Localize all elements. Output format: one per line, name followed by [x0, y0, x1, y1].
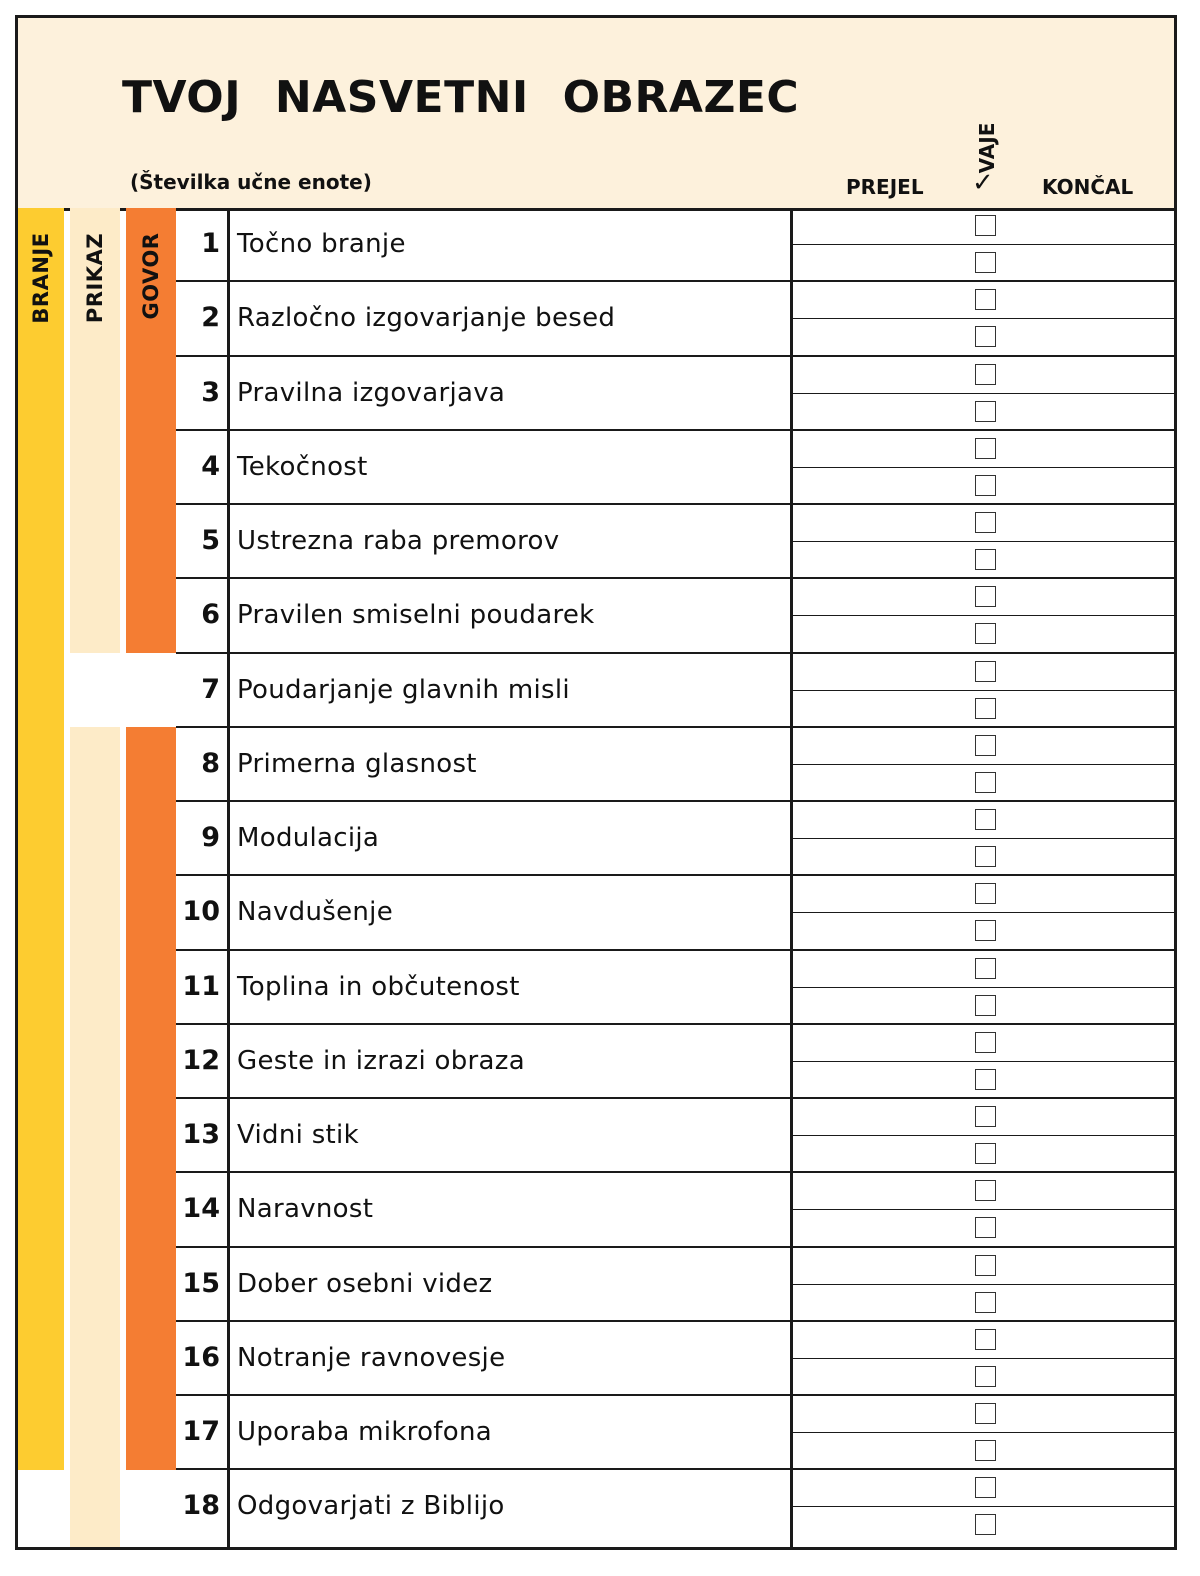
row-label: Tekočnost	[237, 451, 368, 482]
table-row	[176, 654, 1177, 728]
row-midline	[793, 393, 1177, 394]
practice-checkbox[interactable]	[975, 1069, 996, 1090]
row-label: Geste in izrazi obraza	[237, 1045, 525, 1076]
row-number: 17	[182, 1416, 220, 1447]
row-midline	[793, 1061, 1177, 1062]
practice-checkbox[interactable]	[975, 1143, 996, 1164]
row-number: 16	[182, 1341, 220, 1373]
row-label: Pravilen smiselni poudarek	[237, 600, 595, 631]
row-midline	[793, 1432, 1177, 1433]
row-number: 6	[201, 599, 220, 631]
table-row	[176, 1470, 1177, 1544]
practice-checkbox[interactable]	[975, 698, 996, 719]
row-number: 10	[182, 896, 220, 928]
band-branje	[18, 208, 64, 1470]
practice-checkbox[interactable]	[975, 1440, 996, 1461]
practice-checkbox[interactable]	[975, 1106, 996, 1127]
row-midline	[793, 318, 1177, 319]
practice-checkbox[interactable]	[975, 1180, 996, 1201]
column-header-koncal: KONČAL	[1042, 175, 1134, 199]
practice-checkbox[interactable]	[975, 920, 996, 941]
row-label: Razločno izgovarjanje besed	[237, 303, 616, 334]
row-midline	[793, 615, 1177, 616]
number-column-divider	[227, 208, 230, 1550]
row-midline	[793, 1506, 1177, 1507]
row-midline	[793, 764, 1177, 765]
row-midline	[793, 244, 1177, 245]
row-number: 15	[182, 1267, 220, 1299]
table-row	[176, 357, 1177, 431]
row-midline	[793, 1358, 1177, 1359]
table-row	[176, 282, 1177, 356]
row-midline	[793, 1209, 1177, 1210]
row-number: 9	[201, 822, 220, 853]
table-row	[176, 505, 1177, 579]
table-row	[176, 579, 1177, 653]
practice-checkbox[interactable]	[975, 326, 996, 347]
practice-checkbox[interactable]	[975, 512, 996, 533]
practice-checkbox[interactable]	[975, 735, 996, 756]
practice-checkbox[interactable]	[975, 1292, 996, 1313]
row-number: 5	[201, 525, 220, 556]
practice-checkbox[interactable]	[975, 995, 996, 1016]
row-label: Primerna glasnost	[237, 748, 477, 779]
practice-checkbox[interactable]	[975, 958, 996, 979]
practice-checkbox[interactable]	[975, 1032, 996, 1053]
column-header-prejel: PREJEL	[846, 175, 924, 199]
table-row	[176, 1322, 1177, 1396]
row-number: 8	[201, 747, 220, 779]
practice-checkbox[interactable]	[975, 661, 996, 682]
row-label: Točno branje	[237, 229, 406, 259]
row-label: Dober osebni videz	[237, 1268, 493, 1299]
row-midline	[793, 838, 1177, 839]
row-midline	[793, 541, 1177, 542]
practice-checkbox[interactable]	[975, 846, 996, 867]
row-midline	[793, 1135, 1177, 1136]
practice-checkbox[interactable]	[975, 549, 996, 570]
practice-checkbox[interactable]	[975, 252, 996, 273]
practice-checkbox[interactable]	[975, 289, 996, 310]
table-row	[176, 876, 1177, 950]
practice-checkbox[interactable]	[975, 772, 996, 793]
row-label: Modulacija	[237, 823, 380, 853]
form-title: TVOJ NASVETNI OBRAZEC	[122, 72, 800, 123]
row-label: Toplina in občutenost	[237, 971, 520, 1002]
row-label: Notranje ravnovesje	[237, 1342, 506, 1373]
practice-checkbox[interactable]	[975, 883, 996, 904]
band-label-prikaz: PRIKAZ	[83, 232, 107, 324]
practice-checkbox[interactable]	[975, 1329, 996, 1350]
row-label: Vidni stik	[237, 1120, 359, 1150]
practice-checkbox[interactable]	[975, 1477, 996, 1498]
practice-checkbox[interactable]	[975, 1403, 996, 1424]
practice-checkbox[interactable]	[975, 1514, 996, 1535]
practice-checkbox[interactable]	[975, 215, 996, 236]
practice-checkbox[interactable]	[975, 1366, 996, 1387]
table-row	[176, 1099, 1177, 1173]
row-number: 4	[201, 450, 220, 482]
row-label: Navdušenje	[237, 897, 393, 928]
row-midline	[793, 912, 1177, 913]
practice-checkbox[interactable]	[975, 438, 996, 459]
row-number: 3	[201, 376, 220, 408]
practice-checkbox[interactable]	[975, 586, 996, 607]
table-row	[176, 728, 1177, 802]
row-number: 18	[182, 1490, 220, 1522]
table-row	[176, 951, 1177, 1025]
tracking-column-divider	[790, 208, 793, 1550]
row-label: Uporaba mikrofona	[237, 1417, 492, 1447]
counsel-form	[15, 15, 1177, 1550]
row-number: 13	[182, 1119, 220, 1150]
practice-checkbox[interactable]	[975, 401, 996, 422]
row-label: Pravilna izgovarjava	[237, 377, 506, 408]
table-row	[176, 208, 1177, 282]
row-number: 11	[182, 970, 220, 1002]
table-row	[176, 1396, 1177, 1470]
row-midline	[793, 690, 1177, 691]
row-number: 12	[182, 1044, 220, 1076]
practice-checkbox[interactable]	[975, 809, 996, 830]
row-number: 7	[201, 673, 220, 705]
practice-checkbox[interactable]	[975, 1217, 996, 1238]
practice-checkbox[interactable]	[975, 1255, 996, 1276]
row-label: Naravnost	[237, 1194, 374, 1225]
form-subtitle: (Številka učne enote)	[130, 170, 372, 194]
row-midline	[793, 467, 1177, 468]
row-label: Ustrezna raba premorov	[237, 526, 560, 556]
band-label-govor: GOVOR	[139, 232, 163, 320]
practice-checkbox[interactable]	[975, 364, 996, 385]
form-header	[18, 18, 1174, 211]
practice-checkbox[interactable]	[975, 623, 996, 644]
row-midline	[793, 1284, 1177, 1285]
checkmark-icon: ✓	[972, 168, 994, 198]
band-label-branje: BRANJE	[29, 232, 53, 324]
table-row	[176, 1025, 1177, 1099]
row-label: Odgovarjati z Biblijo	[237, 1491, 505, 1522]
column-header-vaje-text: VAJE	[975, 122, 999, 174]
row-number: 1	[201, 228, 220, 259]
table-row	[176, 1173, 1177, 1247]
band-prikaz-lower	[70, 727, 120, 1550]
band-govor-lower	[126, 727, 176, 1470]
table-row	[176, 1248, 1177, 1322]
row-number: 14	[182, 1193, 220, 1225]
table-row	[176, 802, 1177, 876]
row-number: 2	[201, 302, 220, 334]
row-midline	[793, 987, 1177, 988]
practice-checkbox[interactable]	[975, 475, 996, 496]
table-row	[176, 431, 1177, 505]
row-label: Poudarjanje glavnih misli	[237, 674, 570, 705]
